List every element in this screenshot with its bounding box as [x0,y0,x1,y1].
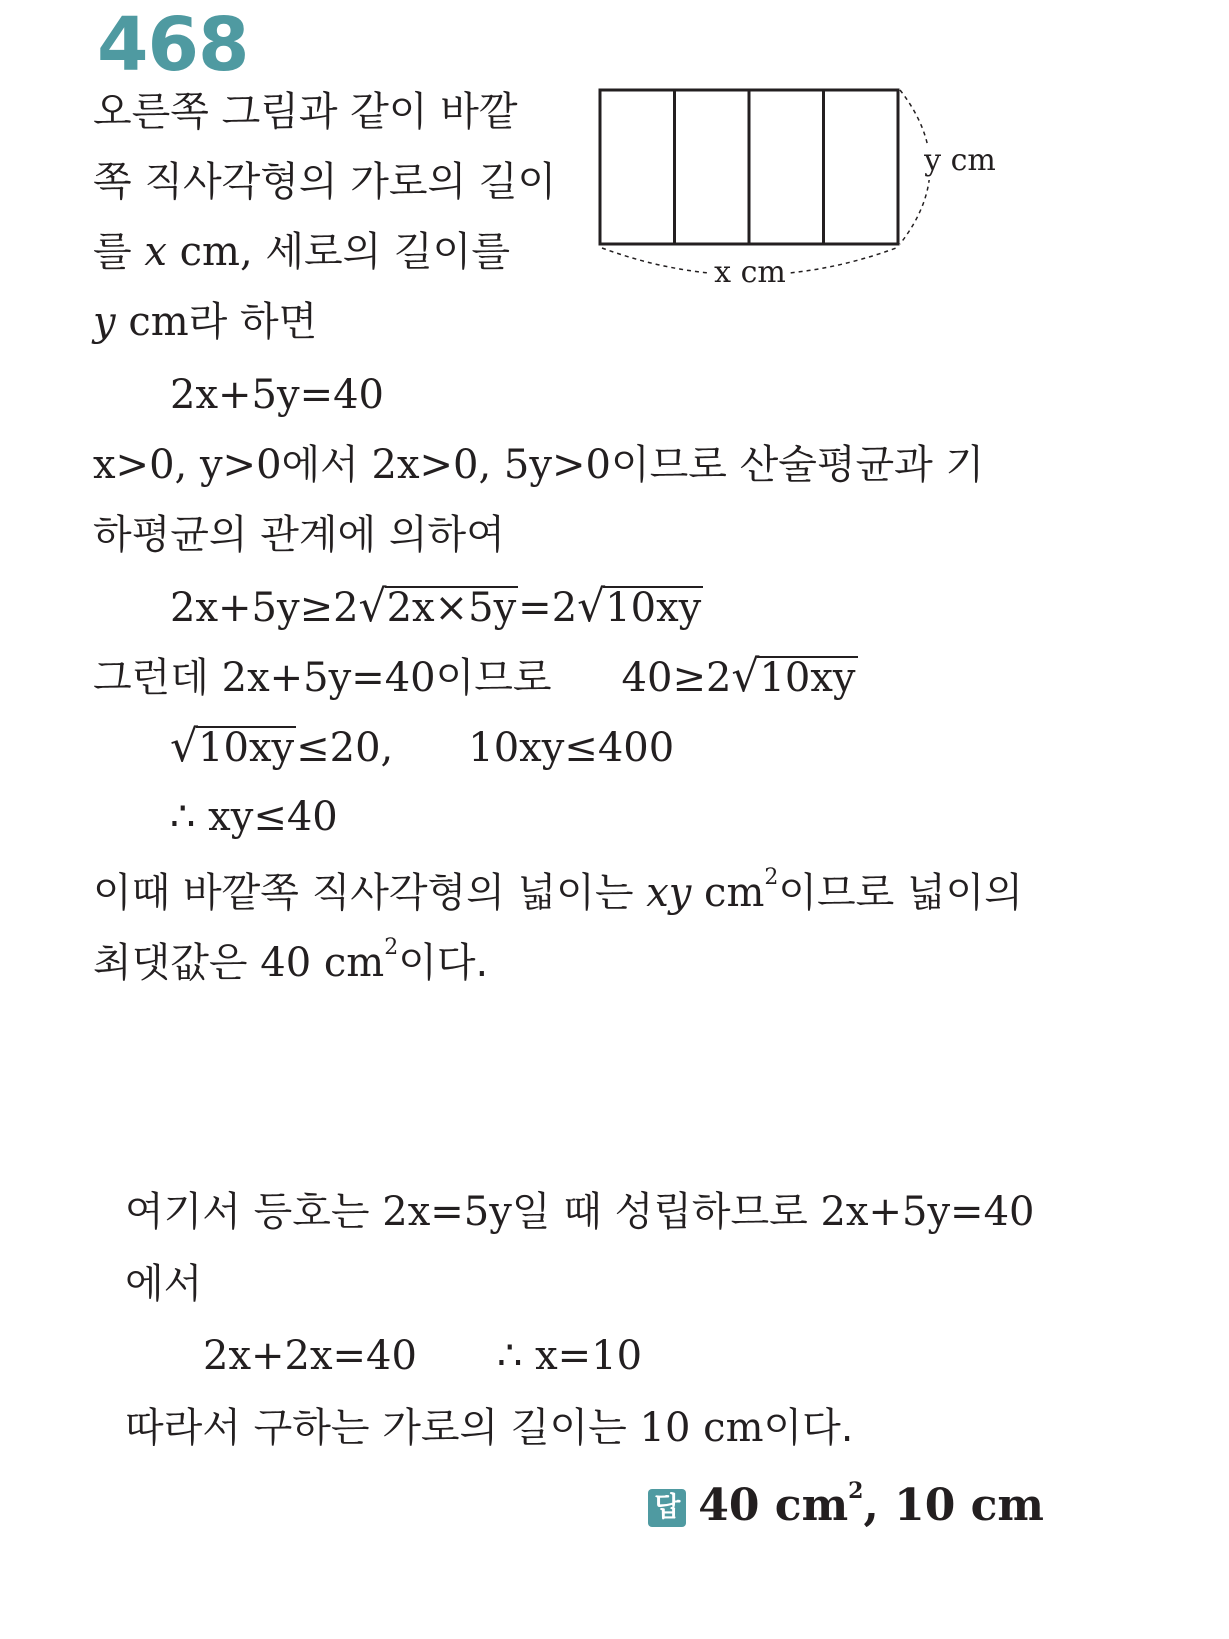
equation-result: ∴ xy≤40 [170,794,338,840]
width-label: x cm [714,255,786,290]
answer-badge: 답 [648,1489,686,1527]
extra-line: 따라서 구하는 가로의 길이는 10 cm이다. [125,1405,854,1451]
equation-constraint: 2x+5y=40 [170,372,384,418]
solution-line: 오른쪽 그림과 같이 바깥 [93,89,518,135]
solution-line: x>0, y>0에서 2x>0, 5y>0이므로 산술평균과 기 [93,442,985,488]
equation-amgm: 2x+5y≥2√2x×5y=2√10xy [170,581,702,632]
solution-line: 이때 바깥쪽 직사각형의 넓이는 xy $cm^2$이므로 넓이의 [93,865,1023,916]
extra-equation: 2x+2x=40 ∴ x=10 [203,1333,643,1379]
problem-number: 468 [97,2,249,88]
solution-line: 그런데 2x+5y=40이므로 40≥2√10xy [93,651,856,702]
solution-line: 쪽 직사각형의 가로의 길이 [93,159,557,205]
extra-line: 여기서 등호는 2x=5y일 때 성립하므로 2x+5y=40 [125,1189,1035,1235]
solution-line: y cm라 하면 [93,299,318,345]
solution-line: 최댓값은 40 $cm^2$이다. [93,935,489,986]
extra-line: 에서 [125,1261,203,1307]
solution-line: 를 x cm, 세로의 길이를 [93,229,510,275]
rectangle-figure [590,80,1010,295]
height-label: y cm [924,143,996,178]
answer: 답 40 $cm^2$, 10 cm [648,1478,1044,1531]
equation-bound: √10xy≤20, 10xy≤400 [170,721,675,772]
solution-line: 하평균의 관계에 의하여 [93,512,505,558]
